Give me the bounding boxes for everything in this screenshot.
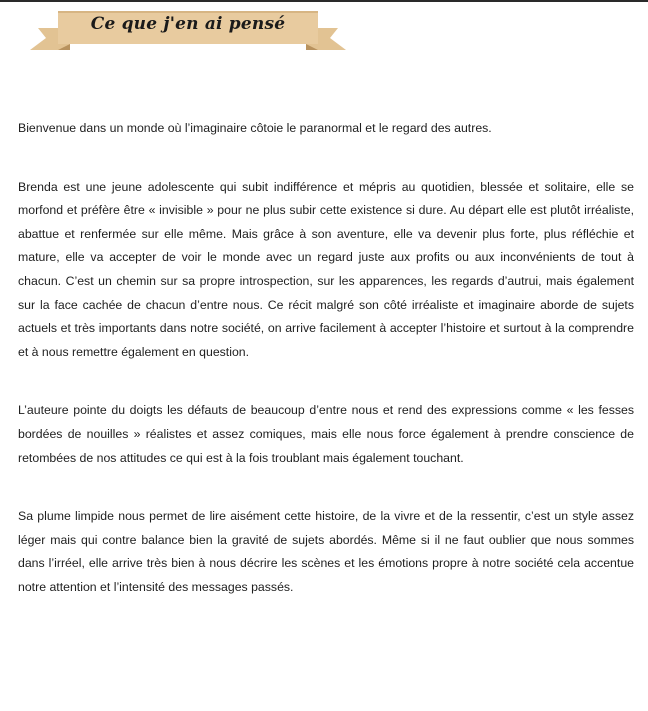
top-divider [0, 0, 648, 2]
review-body [18, 117, 634, 635]
ribbon-top-edge [58, 11, 318, 13]
section-banner [30, 8, 346, 56]
review-paragraph-author: L’auteure pointe du doigts les défauts de beaucoup d’entre nous et rend des expressions comme « les fesses bordées de nouilles » réalistes et assez comiques, mais elle nous force également à prendre conscience de retombées de nos attitudes ce qui est à la fois troublant mais également touchant. [18, 403, 634, 465]
review-paragraph-story: Brenda est une jeune adolescente qui subit indifférence et mépris au quotidien, blessée et solitaire, elle se morfond et préfère être « invisible » pour ne plus subir cette existence si dure. Au départ elle est plutôt irréaliste, abattue et renfermée sur elle même. Mais grâce à son aventure, elle va devenir plus forte, plus réfléchie et mature, elle va accepter de voir le monde avec un regard juste aux profits ou aux inconvénients de tout à chacun. C’est un chemin sur sa propre introspection, sur les apparences, les regards d’autrui, mais également sur la face cachée de chacun d’entre nous. Ce récit malgré son côté irréaliste et imaginaire aborde de sujets actuels et très importants dans notre société, on arrive facilement à accepter l’histoire et surtout à la comprendre et à nous remettre également en question. [18, 179, 634, 359]
banner-title: Ce que j'en ai pensé [90, 14, 286, 34]
review-paragraph-style: Sa plume limpide nous permet de lire aisément cette histoire, de la vivre et de la ressentir, c’est un style assez léger mais qui contre balance bien la gravité de sujets abordés. Même si il ne faut oublier que nous sommes dans l’irréel, elle arrive très bien à nous décrire les scènes et les émotions propre à notre société cela accentue notre attention et l’intensité des messages passés. [18, 509, 634, 594]
review-paragraph-intro: Bienvenue dans un monde où l’imaginaire côtoie le paranormal et le regard des autres. [18, 121, 492, 135]
